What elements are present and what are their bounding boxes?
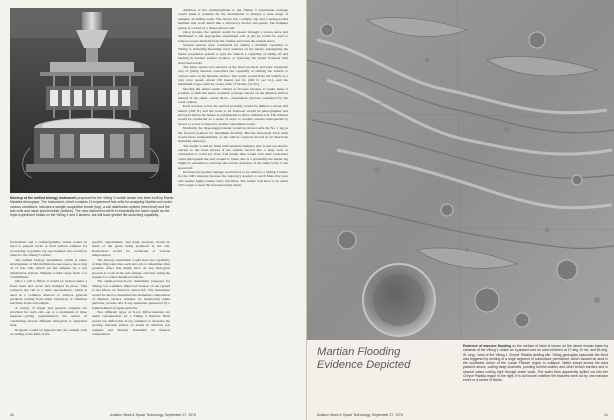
- caption-body: on the surface of Mars is shown on the above mosaic taken by cameras of the Viking 1 orbiter as it passed over an area centered at 17 deg. N. lat. and 55 deg. W. long., west of the Viking 1 Chryse Planitia landing site. Viking geologists speculate the flood was triggered by melting of a large segment of subsurface permafrost, which caused an area in the southeast corner of the Lunae Planum region to collapse. Water swept across the area pictured above, cutting deep channels, pushing behind craters and other terrain barriers and in several cases cutting right through crater walls. The water then apparently spilled out into the Chryse Planitia region to the right. It is not known whether the features were cut by one massive event or a series of floods.: [463, 344, 609, 383]
- headline-line-2: Evidence Depicted: [317, 358, 411, 371]
- paragraph: specific experiments, and daily analyses would be made of the gases being produced in the cell. Incubations would be conducted at various temperatures.: [92, 240, 170, 258]
- paragraph: fractometer and a crusher/grinder, which would be used to prepare rocks or hard surface samples for processing. A gamma ray spectrometer also would be added to the Viking 3 orbiter.: [10, 240, 87, 258]
- paragraph: Normally, the three-legged lander would be moved with the No. 1 leg in the forward position for maximum mobility. But the motorized track units would move independently, so the vehicle could be moved in all directions including sideways.: [178, 126, 288, 144]
- paragraph: The biology instrument would have the capability of injecting water into each test cell, to determine what possible effect this might have on any biological process at work in the soil sample, and later using the sample for a final chemical analysis.: [92, 257, 170, 279]
- paragraph: Addition of the crusher/grinder to the Viking 3 experiment package would make it possible for the instruments to analyze a wide range of samples, including rocks. The device has a sample cup and a spring-loaded hammer that work much like a laboratory mortar and pestle. The hammer spring is cocked by a motor-driven cam.: [178, 8, 288, 30]
- caption-lead: Evidence of massive flooding: [463, 344, 512, 348]
- article-column-3: [178, 8, 288, 410]
- caption-lead: Mockup of the unified biology instrument: [10, 196, 77, 200]
- paragraph: Increased propellant tankage would have to be added to a Viking 3 lander for the 1981 mission because the trajectory needed to reach Mars that year will require higher lander entry velocities. The lander will have to be about 10% larger to meet the increased entry-shear: [178, 169, 288, 187]
- photo-caption-left: [10, 196, 176, 217]
- page-number: 40: [10, 413, 14, 417]
- paragraph: The alpha-proton-X-ray instrument proposed for Viking 3 is a smaller, improved version of one carried to the Moon on Surveyor spacecraft. The instrument would be used to determine the elemental composition of Martian surface samples by monitoring alpha particles, protons and X-ray emissions generated by a bombardment of alpha particles.: [92, 279, 170, 310]
- paragraph: The latter option was selected as the most practical and least expensive way of giving mission controllers the capability of shifting the vehicle to various sites on the Martian surface. The tracks would drive the vehicle at a very slow speed—about 150 meters per hr. (492 ft. per hr.)—and the maximum range could be on the order of 50 km. (31 mi.).: [178, 64, 288, 87]
- page-number: 41: [604, 413, 608, 417]
- paragraph: Once a cell is filled, it would be treated under a fixed head and cover and clamped in place. This connects the cell to a mass spectrometer, which is used as a common detector to analyze gaseous products coming from either biological or chemical reactions in the soil sample.: [10, 279, 87, 306]
- mars-flooding-mosaic-photo: [307, 0, 614, 340]
- publication-line: Aviation Week & Space Technology, September 27, 1976: [110, 413, 196, 417]
- paragraph: A variety of liquid and gaseous reagents are provided for each cell—up to a maximum of three separate—giving experimenters the option of conducting several different biological or analytical tests.: [10, 305, 87, 328]
- right-page: [307, 0, 614, 420]
- caption-body: proposed for the Viking 3 mobile lander has been built by Martin Marietta Aerospace. The instrument, which contains 11 experiment test cells for analyzing Martian soil under various conditions, includes a sample acquisition funnel (top), a soil distribution system (next level) and the test cells and mass spectrometer (bottom). The new instrument will fit in essentially the same space as the triple experiment biolab on the Viking 1 and 2 landers, but will have greater life-searching capability.: [10, 196, 174, 218]
- paragraph: Each traverse across the surface probably would be limited to about 100 meters (328 ft.) and the track to be followed would be photographed and surveyed before the lander is commanded to move. Martian soil. The mission would be conducted as a series of stops to conduct science interspersed by moves to a new location for another experiment series.: [178, 104, 288, 126]
- publication-line: Aviation Week & Space Technology, September 27, 1976: [317, 413, 403, 417]
- paragraph: The unified biology instrument, which is under development at Martin Marietta Aerospace, has a ring of 11 test cells which are fed samples by a soil distribution system. Samples would range from 1 to 10 milliliters.: [10, 257, 87, 279]
- paragraph: The lander would be fitted with sensitive bumpers that would cut electric current to the track motors if the vehicle moved into a large rock or obstruction it could not clear. The lander then would wait until controllers could photograph the area around it. There also is a possibility the lander leg might be extended to increase the terrain clearance of the main body of the spacecraft.: [178, 143, 288, 170]
- biology-instrument-photo: [10, 8, 172, 193]
- paragraph: Reagents would be injected into the sample cells according to the aims of the: [10, 327, 87, 336]
- article-column-2: [92, 240, 170, 410]
- paragraph: Several options were considered for adding a mobility capability to Viking 3, including mounting rover vehicles on the lander, redesigning the lander propulsion system to give the vehicle a capability of taking off and landing in another surface location, or replacing the lander footpads with motorized tracks.: [178, 43, 288, 65]
- paragraph: Moving the entire lander vehicle is favored because it would make it possible to shift the entire scientific package aboard on the Martian surface instead of the small—about 46-lb.—experiment payload considered for the rover vehicle.: [178, 86, 288, 104]
- photo-caption-right: [463, 344, 608, 383]
- article-column-1: [10, 240, 87, 410]
- article-headline: [317, 346, 457, 371]
- paragraph: Once ground, the sample would be passed through a screen sieve and distributed to the appropriate experiment cell. A gas jet would be used to remove excess material from the crusher and clean the sample sieve.: [178, 29, 288, 43]
- headline-line-1: Martian Flooding: [317, 346, 401, 358]
- paragraph: Two different types of X-ray diffractometers are under consideration for a Viking 3 mission. Both would use diffraction X-ray radiation to measure the spacing between planes of atoms in Martian soil samples and thereby determine its mineral composition.: [92, 310, 170, 336]
